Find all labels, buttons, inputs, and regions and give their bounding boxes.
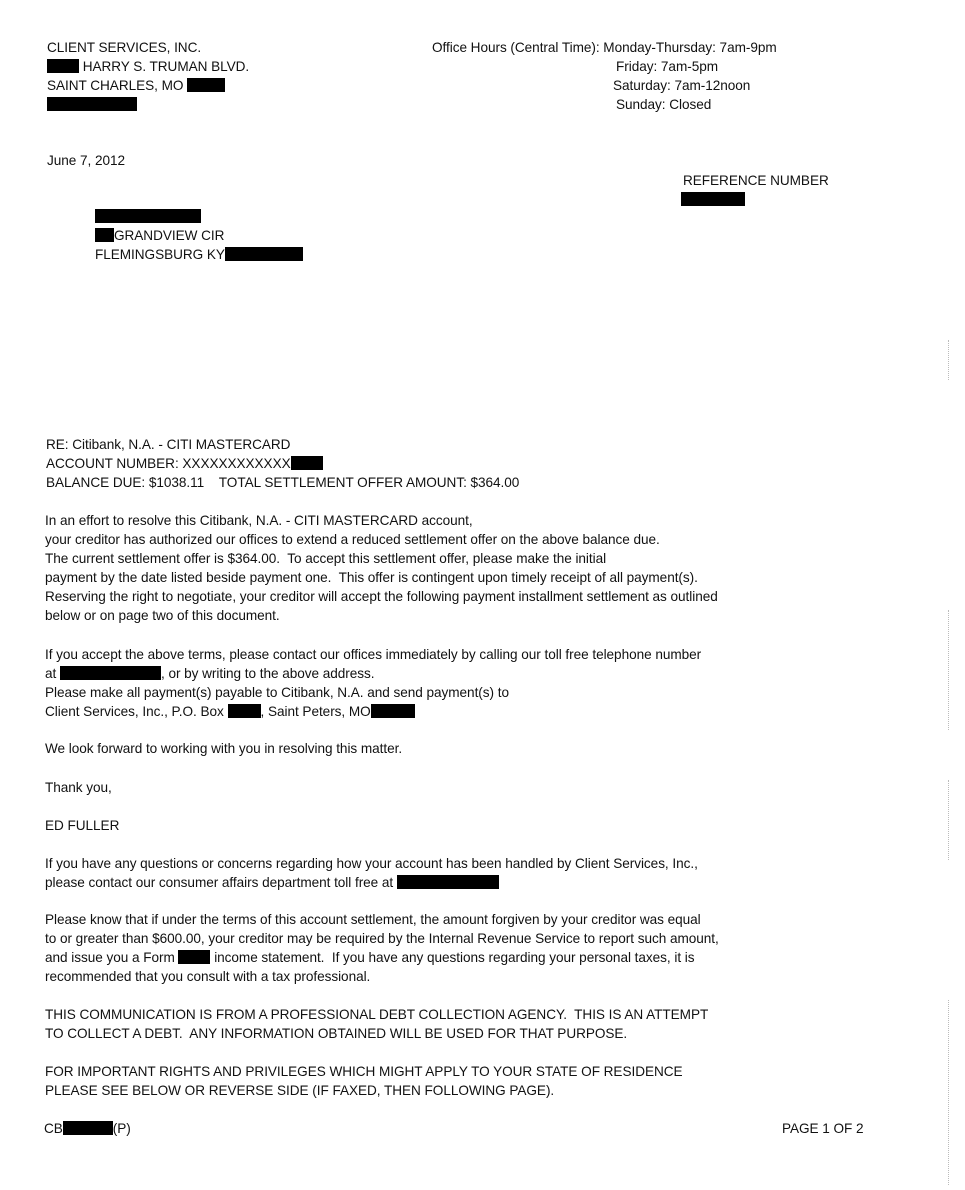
balance-line: BALANCE DUE: $1038.11 TOTAL SETTLEMENT OFFER AMOUNT: $364.00 (46, 475, 520, 490)
recipient-city: FLEMINGSBURG KY (95, 247, 225, 262)
office-hours-mon-thu: Monday-Thursday: 7am-9pm (603, 40, 777, 55)
sender-city: SAINT CHARLES, MO (47, 78, 184, 93)
footer-code-prefix: CB (44, 1121, 63, 1136)
reference-number-line (681, 190, 745, 209)
sender-city-line (47, 76, 249, 95)
recipient-address (95, 207, 303, 264)
redaction-block (371, 704, 415, 718)
paragraph-line: payment by the date listed beside payment one. This offer is contingent upon timely receipt of all payment(s). (45, 570, 698, 585)
consumer-affairs-paragraph (45, 854, 698, 892)
phone-suffix: , or by writing to the above address. (160, 666, 375, 681)
scan-edge-mark (948, 780, 950, 860)
paragraph-line: Reserving the right to negotiate, your creditor will accept the following payment installment settlement as outlined (45, 589, 718, 604)
scan-edge-mark (948, 1000, 950, 1185)
sender-address (47, 38, 249, 114)
footer-code (44, 1119, 131, 1138)
office-hours-label-line (432, 38, 777, 57)
re-block (46, 435, 519, 492)
tax-paragraph (45, 910, 719, 986)
sender-redacted-line (47, 95, 249, 114)
recipient-name-line (95, 207, 303, 226)
redaction-block (47, 59, 79, 73)
phone-prefix: at (45, 666, 57, 681)
redaction-block (681, 192, 745, 206)
po-box-line (45, 702, 701, 721)
footer-code-suffix: (P) (112, 1121, 131, 1136)
scan-edge-mark (948, 610, 950, 730)
paragraph-line: In an effort to resolve this Citibank, N.A. - CITI MASTERCARD account, (45, 513, 473, 528)
debt-collection-notice (45, 1005, 708, 1043)
form-line (45, 948, 719, 967)
paragraph-line: The current settlement offer is $364.00. To accept this settlement offer, please make the initial (45, 551, 607, 566)
reference-label: REFERENCE NUMBER (683, 173, 829, 188)
redaction-block (63, 1121, 113, 1135)
office-hours-label: Office Hours (Central Time): (432, 40, 600, 55)
sender-street-line (47, 57, 249, 76)
thank-you-line: Thank you, (45, 780, 112, 795)
paragraph-line: your creditor has authorized our offices to extend a reduced settlement offer on the above balance due. (45, 532, 660, 547)
consumer-affairs-prefix: please contact our consumer affairs department toll free at (45, 875, 394, 890)
paragraph-line: If you have any questions or concerns regarding how your account has been handled by Client Services, Inc., (45, 856, 698, 871)
paragraph-line: below or on page two of this document. (45, 608, 280, 623)
recipient-street-line (95, 226, 303, 245)
office-hours-sat: Saturday: 7am-12noon (613, 78, 751, 93)
paragraph-line: Please make all payment(s) payable to Citibank, N.A. and send payment(s) to (45, 685, 509, 700)
look-forward-line: We look forward to working with you in resolving this matter. (45, 741, 403, 756)
redaction-block (187, 78, 225, 92)
recipient-street: GRANDVIEW CIR (114, 228, 225, 243)
office-hours-fri: Friday: 7am-5pm (616, 59, 718, 74)
paragraph-line: Please know that if under the terms of this account settlement, the amount forgiven by your creditor was equal (45, 912, 701, 927)
scan-edge-mark (948, 340, 950, 380)
redaction-block (47, 97, 137, 111)
re-line: RE: Citibank, N.A. - CITI MASTERCARD (46, 437, 291, 452)
paragraph-line: If you accept the above terms, please contact our offices immediately by calling our toll free telephone number (45, 647, 702, 662)
settlement-paragraph (45, 511, 718, 625)
redaction-block (95, 209, 201, 223)
redaction-block (60, 666, 161, 680)
sender-name: CLIENT SERVICES, INC. (47, 40, 202, 55)
sender-street: HARRY S. TRUMAN BLVD. (82, 59, 250, 74)
redaction-block (397, 875, 499, 889)
account-number-line (46, 454, 519, 473)
redaction-block (228, 704, 261, 718)
po-box-suffix: , Saint Peters, MO (260, 704, 371, 719)
paragraph-line: to or greater than $600.00, your creditor may be required by the Internal Revenue Service to report such amount, (45, 931, 719, 946)
redaction-block (95, 228, 114, 242)
redaction-block (291, 456, 323, 470)
rights-notice (45, 1062, 683, 1100)
redaction-block (178, 950, 210, 964)
notice-line: THIS COMMUNICATION IS FROM A PROFESSIONAL DEBT COLLECTION AGENCY. THIS IS AN ATTEMPT (45, 1007, 709, 1022)
notice-line: FOR IMPORTANT RIGHTS AND PRIVILEGES WHICH MIGHT APPLY TO YOUR STATE OF RESIDENCE (45, 1064, 683, 1079)
notice-line: TO COLLECT A DEBT. ANY INFORMATION OBTAINED WILL BE USED FOR THAT PURPOSE. (45, 1026, 628, 1041)
phone-line (45, 664, 701, 683)
signer-name: ED FULLER (45, 818, 120, 833)
paragraph-line: recommended that you consult with a tax professional. (45, 969, 371, 984)
recipient-city-line (95, 245, 303, 264)
page-number: PAGE 1 OF 2 (782, 1121, 864, 1136)
office-hours-sun: Sunday: Closed (616, 97, 712, 112)
contact-paragraph (45, 645, 701, 721)
account-number: ACCOUNT NUMBER: XXXXXXXXXXXX (46, 456, 291, 471)
form-prefix: and issue you a Form (45, 950, 175, 965)
redaction-block (225, 247, 303, 261)
letter-date: June 7, 2012 (47, 153, 126, 168)
po-box-prefix: Client Services, Inc., P.O. Box (45, 704, 224, 719)
notice-line: PLEASE SEE BELOW OR REVERSE SIDE (IF FAXED, THEN FOLLOWING PAGE). (45, 1083, 555, 1098)
consumer-affairs-phone-line (45, 873, 698, 892)
form-suffix: income statement. If you have any questions regarding your personal taxes, it is (214, 950, 695, 965)
